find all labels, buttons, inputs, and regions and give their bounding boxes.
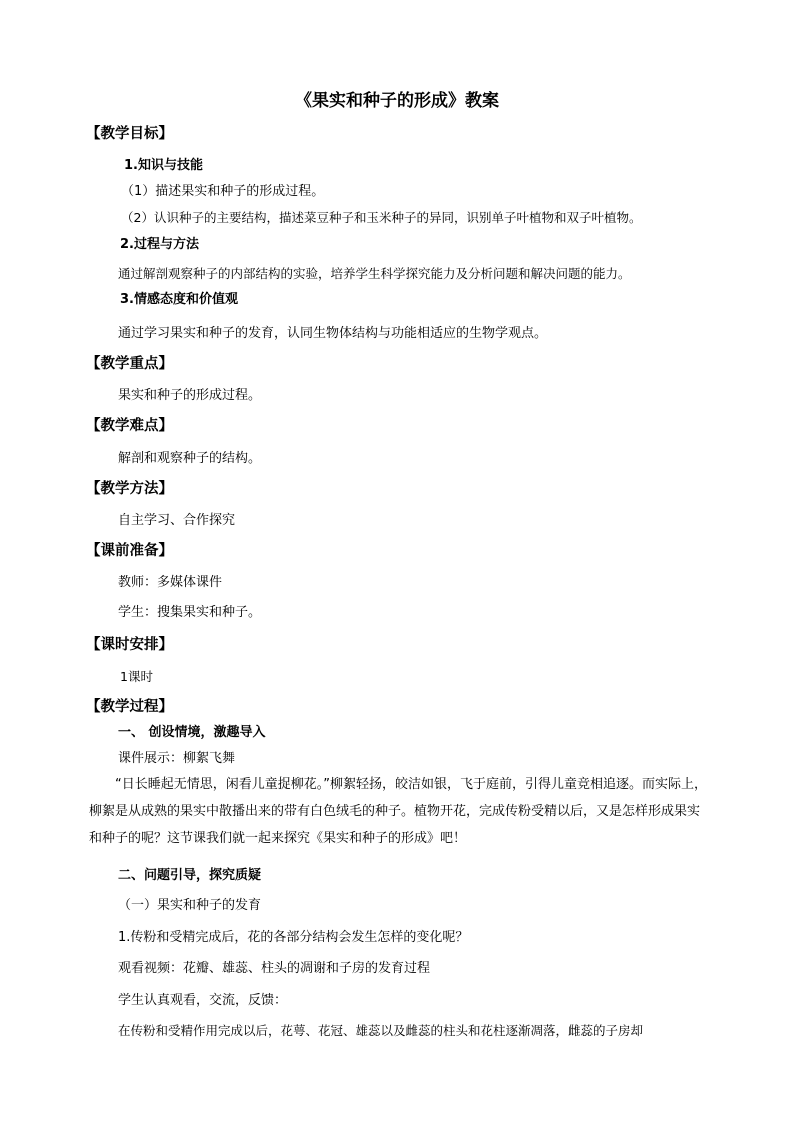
paragraph: 教师：多媒体课件 [118,575,223,590]
paragraph: 课件展示：柳絮飞舞 [118,751,236,766]
paragraph: 学生认真观看，交流，反馈： [118,993,288,1008]
subheading-part-two: 二、问题引导，探究质疑 [118,868,262,883]
paragraph: （一）果实和种子的发育 [118,898,262,913]
subheading-process-methods: 2.过程与方法 [120,237,199,252]
subheading-part-one: 一、 创设情境，激趣导入 [118,725,266,740]
paragraph: 学生：搜集果实和种子。 [118,605,262,620]
paragraph: （1）描述果实和种子的形成过程。 [121,184,325,199]
heading-key-points: 【教学重点】 [86,356,173,372]
paragraph: 通过解剖观察种子的内部结构的实验，培养学生科学探究能力及分析问题和解决问题的能力。 [118,266,631,281]
heading-teaching-goals: 【教学目标】 [86,126,173,142]
heading-methods: 【教学方法】 [86,481,173,497]
paragraph: 解剖和观察种子的结构。 [118,451,262,466]
paragraph: 在传粉和受精作用完成以后，花萼、花冠、雄蕊以及雌蕊的柱头和花柱逐渐凋落，雌蕊的子房却 [118,1023,644,1038]
paragraph-intro: “日长睡起无情思，闲看儿童捉柳花。”柳絮轻扬，皎洁如银，飞于庭前，引得儿童竞相追逐。而实际上，柳絮是从成熟的果实中散播出来的带有白色绒毛的种子。植物开花，完成传粉受精以后，又是怎样形成果实和种子的呢？这节课我们就一起来探究《果实和种子的形成》吧！ [89,777,707,846]
paragraph: 1课时 [120,669,153,684]
document-title: 《果实和种子的形成》教案 [295,91,499,111]
paragraph: 1.传粉和受精完成后，花的各部分结构会发生怎样的变化呢？ [118,930,469,945]
heading-process: 【教学过程】 [86,699,173,715]
paragraph: 观看视频：花瓣、雄蕊、柱头的凋谢和子房的发育过程 [118,961,431,976]
paragraph: 自主学习、合作探究 [118,513,236,528]
subheading-knowledge-skills: 1.知识与技能 [124,158,203,173]
heading-preparation: 【课前准备】 [86,543,173,559]
paragraph: 果实和种子的形成过程。 [118,388,262,403]
heading-schedule: 【课时安排】 [86,637,173,653]
heading-difficult-points: 【教学难点】 [86,418,173,434]
subheading-attitude-values: 3.情感态度和价值观 [120,292,238,307]
paragraph: 通过学习果实和种子的发育，认同生物体结构与功能相适应的生物学观点。 [118,326,548,341]
paragraph: （2）认识种子的主要结构，描述菜豆种子和玉米种子的异同，识别单子叶植物和双子叶植物。 [121,210,642,225]
